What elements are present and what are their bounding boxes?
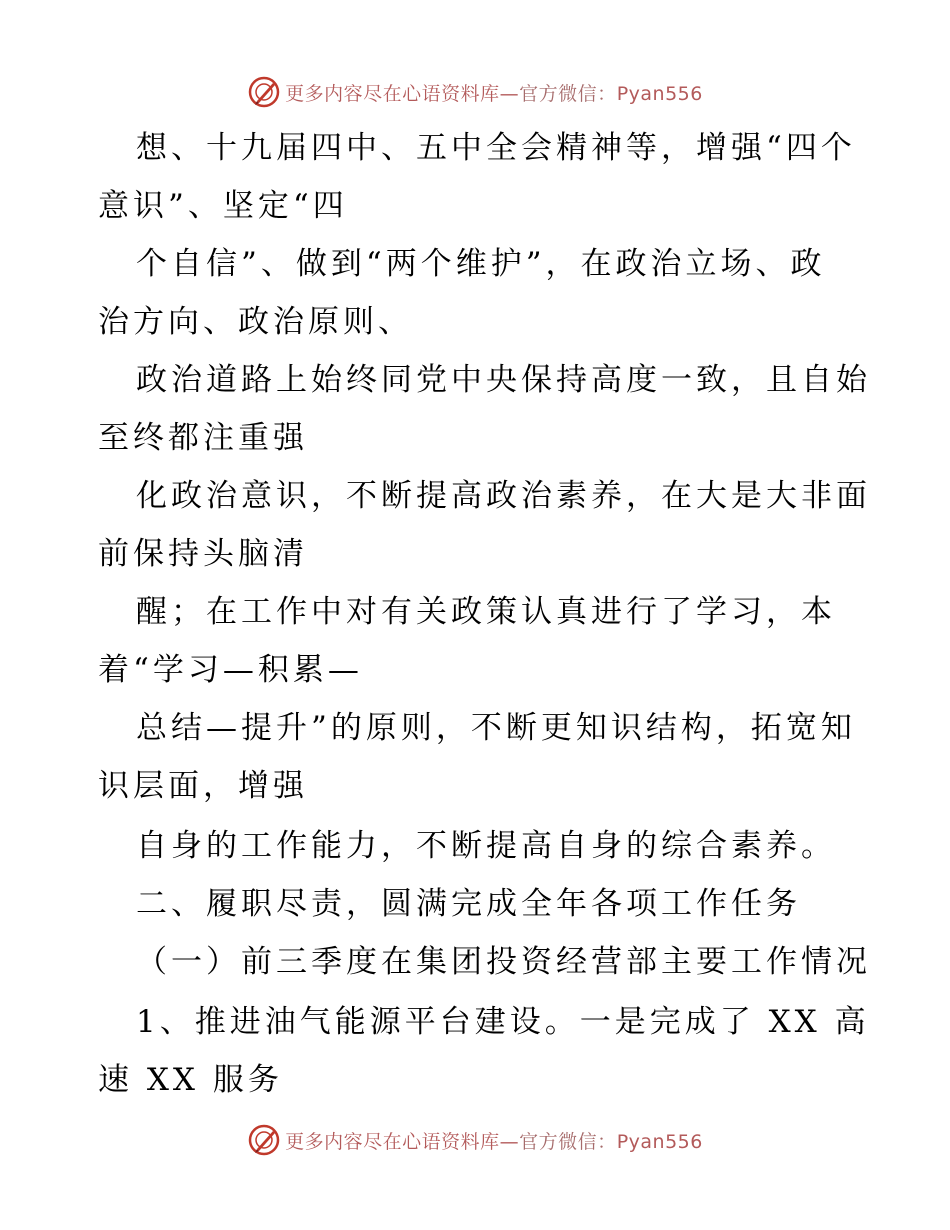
paragraph-line: 醒；在工作中对有关政策认真进行了学习，本 [136,594,836,630]
header-watermark [0,72,950,112]
paragraph-line: 个自信”、做到“两个维护”，在政治立场、政 [136,246,826,282]
paragraph-line: 自身的工作能力，不断提高自身的综合素养。 [136,828,836,864]
paragraph-line: 前保持头脑清 [98,536,308,572]
paragraph-line: 着“学习—积累— [98,652,363,688]
paragraph-line: 治方向、政治原则、 [98,304,413,340]
paragraph-line: 意识”、坚定“四 [98,188,348,224]
paragraph-line: 想、十九届四中、五中全会精神等，增强“四个 [136,130,856,166]
paragraph-line: 政治道路上始终同党中央保持高度一致，且自始 [136,362,871,398]
watermark-text: 更多内容尽在心语资料库—官方微信：Pyan556 [285,1130,703,1153]
subsection-heading: （一）前三季度在集团投资经营部主要工作情况 [136,944,871,980]
paragraph-line: 总结—提升”的原则，不断更知识结构，拓宽知 [136,710,856,746]
paragraph-line: 识层面，增强 [98,768,308,804]
paragraph-line: 1、推进油气能源平台建设。一是完成了 XX 高 [136,1004,870,1040]
pen-logo-icon [247,75,281,109]
section-heading: 二、履职尽责，圆满完成全年各项工作任务 [136,886,801,922]
pen-logo-icon [247,1123,281,1157]
footer-watermark [0,1120,950,1160]
paragraph-line: 至终都注重强 [98,420,308,456]
paragraph-line: 化政治意识，不断提高政治素养，在大是大非面 [136,478,871,514]
watermark-text: 更多内容尽在心语资料库—官方微信：Pyan556 [285,82,703,105]
paragraph-line: 速 XX 服务 [98,1062,283,1098]
